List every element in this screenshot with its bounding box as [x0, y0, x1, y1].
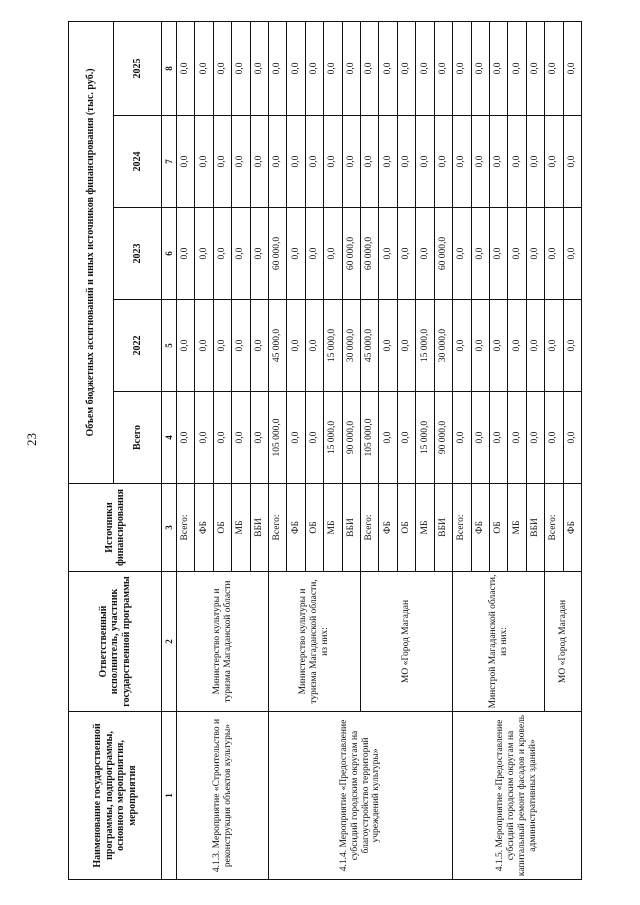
column-number: 5 — [162, 300, 177, 392]
executor-cell: Министерство культуры и туризма Магаданской области — [177, 572, 269, 712]
value-cell: 0,0 — [545, 21, 563, 115]
value-cell: 0,0 — [489, 21, 507, 115]
header-year-2024: 2024 — [114, 116, 162, 208]
source-cell: ФБ — [195, 484, 213, 572]
measure-name-cell: 4.1.5. Мероприятие «Предоставление субсидий городским округам на капитальный ремонт фасадов и кровель административных зданий» — [453, 712, 582, 880]
source-cell: МБ — [508, 484, 526, 572]
value-cell: 0,0 — [305, 208, 323, 300]
value-cell: 60 000,0 — [342, 208, 360, 300]
executor-cell: МО «Город Магадан — [545, 572, 582, 712]
value-cell: 0,0 — [287, 300, 305, 392]
measure-name-cell: 4.1.4. Мероприятие «Предоставление субсидий городским округам на благоустройство территорий учреждений культуры» — [269, 712, 453, 880]
page-number: 23 — [24, 433, 39, 446]
value-cell: 0,0 — [305, 116, 323, 208]
value-cell: 0,0 — [508, 116, 526, 208]
value-cell: 0,0 — [416, 116, 434, 208]
value-cell: 0,0 — [324, 208, 342, 300]
table-row — [453, 21, 471, 879]
value-cell: 0,0 — [471, 21, 489, 115]
value-cell: 0,0 — [508, 300, 526, 392]
value-cell: 0,0 — [379, 208, 397, 300]
value-cell: 0,0 — [232, 116, 250, 208]
value-cell: 0,0 — [453, 300, 471, 392]
value-cell: 0,0 — [213, 21, 231, 115]
value-cell: 0,0 — [287, 116, 305, 208]
value-cell: 0,0 — [563, 116, 581, 208]
value-cell: 0,0 — [269, 21, 287, 115]
value-cell: 0,0 — [213, 392, 231, 484]
value-cell: 0,0 — [195, 116, 213, 208]
value-cell: 0,0 — [526, 300, 544, 392]
source-cell: ОБ — [489, 484, 507, 572]
value-cell: 90 000,0 — [434, 392, 452, 484]
value-cell: 0,0 — [177, 300, 195, 392]
header-year-2025: 2025 — [114, 21, 162, 115]
value-cell: 0,0 — [287, 208, 305, 300]
value-cell: 0,0 — [342, 116, 360, 208]
column-number: 3 — [162, 484, 177, 572]
value-cell: 0,0 — [379, 300, 397, 392]
source-cell: ВБИ — [342, 484, 360, 572]
value-cell: 15 000,0 — [324, 300, 342, 392]
value-cell: 0,0 — [416, 21, 434, 115]
value-cell: 0,0 — [471, 300, 489, 392]
value-cell: 0,0 — [526, 392, 544, 484]
value-cell: 0,0 — [213, 116, 231, 208]
value-cell: 105 000,0 — [361, 392, 379, 484]
value-cell: 0,0 — [489, 392, 507, 484]
value-cell: 0,0 — [489, 208, 507, 300]
source-cell: ОБ — [305, 484, 323, 572]
source-cell: ФБ — [379, 484, 397, 572]
source-cell: МБ — [324, 484, 342, 572]
source-cell: Всего: — [453, 484, 471, 572]
value-cell: 0,0 — [361, 21, 379, 115]
value-cell: 30 000,0 — [434, 300, 452, 392]
value-cell: 0,0 — [379, 116, 397, 208]
value-cell: 0,0 — [342, 21, 360, 115]
header-executor: Ответственный исполнитель, участник государственной программы — [69, 572, 162, 712]
value-cell: 60 000,0 — [269, 208, 287, 300]
value-cell: 45 000,0 — [361, 300, 379, 392]
source-cell: МБ — [416, 484, 434, 572]
value-cell: 30 000,0 — [342, 300, 360, 392]
value-cell: 0,0 — [324, 116, 342, 208]
value-cell: 0,0 — [545, 392, 563, 484]
value-cell: 0,0 — [471, 116, 489, 208]
value-cell: 0,0 — [545, 300, 563, 392]
value-cell: 0,0 — [545, 116, 563, 208]
value-cell: 15 000,0 — [416, 392, 434, 484]
value-cell: 0,0 — [434, 116, 452, 208]
value-cell: 0,0 — [232, 392, 250, 484]
source-cell: ОБ — [213, 484, 231, 572]
source-cell: Всего: — [545, 484, 563, 572]
value-cell: 0,0 — [250, 300, 268, 392]
table-body — [177, 21, 582, 879]
source-cell: ФБ — [563, 484, 581, 572]
value-cell: 15 000,0 — [416, 300, 434, 392]
value-cell: 0,0 — [453, 392, 471, 484]
header-volume: Объем бюджетных ассигнований и иных источников финансирования (тыс. руб.) — [69, 21, 114, 483]
value-cell: 0,0 — [563, 300, 581, 392]
column-number: 2 — [162, 572, 177, 712]
value-cell: 0,0 — [453, 21, 471, 115]
value-cell: 15 000,0 — [324, 392, 342, 484]
value-cell: 0,0 — [508, 392, 526, 484]
value-cell: 0,0 — [195, 208, 213, 300]
value-cell: 0,0 — [213, 208, 231, 300]
value-cell: 0,0 — [563, 208, 581, 300]
value-cell: 0,0 — [250, 392, 268, 484]
value-cell: 0,0 — [508, 21, 526, 115]
value-cell: 0,0 — [305, 21, 323, 115]
value-cell: 0,0 — [563, 392, 581, 484]
header-total: Всего — [114, 392, 162, 484]
value-cell: 0,0 — [508, 208, 526, 300]
value-cell: 0,0 — [434, 21, 452, 115]
source-cell: ВБИ — [250, 484, 268, 572]
value-cell: 0,0 — [471, 208, 489, 300]
header-year-2023: 2023 — [114, 208, 162, 300]
value-cell: 0,0 — [177, 116, 195, 208]
value-cell: 0,0 — [397, 300, 415, 392]
value-cell: 45 000,0 — [269, 300, 287, 392]
value-cell: 60 000,0 — [361, 208, 379, 300]
value-cell: 0,0 — [489, 300, 507, 392]
value-cell: 0,0 — [232, 21, 250, 115]
source-cell: ВБИ — [434, 484, 452, 572]
column-number: 7 — [162, 116, 177, 208]
value-cell: 0,0 — [232, 300, 250, 392]
value-cell: 0,0 — [213, 300, 231, 392]
source-cell: МБ — [232, 484, 250, 572]
value-cell: 0,0 — [287, 21, 305, 115]
value-cell: 0,0 — [379, 392, 397, 484]
executor-cell: МО «Город Магадан — [361, 572, 453, 712]
value-cell: 0,0 — [397, 21, 415, 115]
table-row — [177, 21, 195, 879]
value-cell: 0,0 — [195, 392, 213, 484]
source-cell: Всего: — [361, 484, 379, 572]
value-cell: 0,0 — [453, 116, 471, 208]
value-cell: 0,0 — [195, 21, 213, 115]
column-number: 6 — [162, 208, 177, 300]
value-cell: 0,0 — [397, 116, 415, 208]
value-cell: 0,0 — [269, 116, 287, 208]
source-cell: ВБИ — [526, 484, 544, 572]
table-row — [269, 21, 287, 879]
header-name: Наименование государственной программы, подпрограммы, основного мероприятия, мероприятия — [69, 712, 162, 880]
value-cell: 0,0 — [250, 21, 268, 115]
measure-name-cell: 4.1.3. Мероприятие «Строительство и реконструкция объектов культуры» — [177, 712, 269, 880]
value-cell: 0,0 — [232, 208, 250, 300]
column-number: 8 — [162, 21, 177, 115]
value-cell: 0,0 — [416, 208, 434, 300]
value-cell: 0,0 — [287, 392, 305, 484]
value-cell: 0,0 — [563, 21, 581, 115]
value-cell: 0,0 — [453, 208, 471, 300]
value-cell: 60 000,0 — [434, 208, 452, 300]
value-cell: 0,0 — [305, 392, 323, 484]
value-cell: 0,0 — [177, 392, 195, 484]
value-cell: 0,0 — [250, 208, 268, 300]
value-cell: 0,0 — [324, 21, 342, 115]
value-cell: 0,0 — [471, 392, 489, 484]
header-year-2022: 2022 — [114, 300, 162, 392]
executor-cell: Министерство культуры и туризма Магаданской области, из них: — [269, 572, 361, 712]
financing-table — [68, 21, 582, 880]
value-cell: 0,0 — [361, 116, 379, 208]
column-number: 4 — [162, 392, 177, 484]
value-cell: 90 000,0 — [342, 392, 360, 484]
source-cell: Всего: — [177, 484, 195, 572]
value-cell: 0,0 — [177, 21, 195, 115]
value-cell: 0,0 — [489, 116, 507, 208]
value-cell: 0,0 — [526, 116, 544, 208]
source-cell: Всего: — [269, 484, 287, 572]
value-cell: 0,0 — [177, 208, 195, 300]
value-cell: 105 000,0 — [269, 392, 287, 484]
value-cell: 0,0 — [545, 208, 563, 300]
rotated-table-container — [68, 22, 582, 880]
source-cell: ФБ — [471, 484, 489, 572]
value-cell: 0,0 — [250, 116, 268, 208]
source-cell: ОБ — [397, 484, 415, 572]
value-cell: 0,0 — [195, 300, 213, 392]
value-cell: 0,0 — [526, 208, 544, 300]
executor-cell: Минстрой Магаданской области, из них: — [453, 572, 545, 712]
value-cell: 0,0 — [397, 208, 415, 300]
value-cell: 0,0 — [397, 392, 415, 484]
source-cell: ФБ — [287, 484, 305, 572]
column-number: 1 — [162, 712, 177, 880]
value-cell: 0,0 — [379, 21, 397, 115]
value-cell: 0,0 — [305, 300, 323, 392]
header-sources: Источники финансирования — [69, 484, 162, 572]
value-cell: 0,0 — [526, 21, 544, 115]
